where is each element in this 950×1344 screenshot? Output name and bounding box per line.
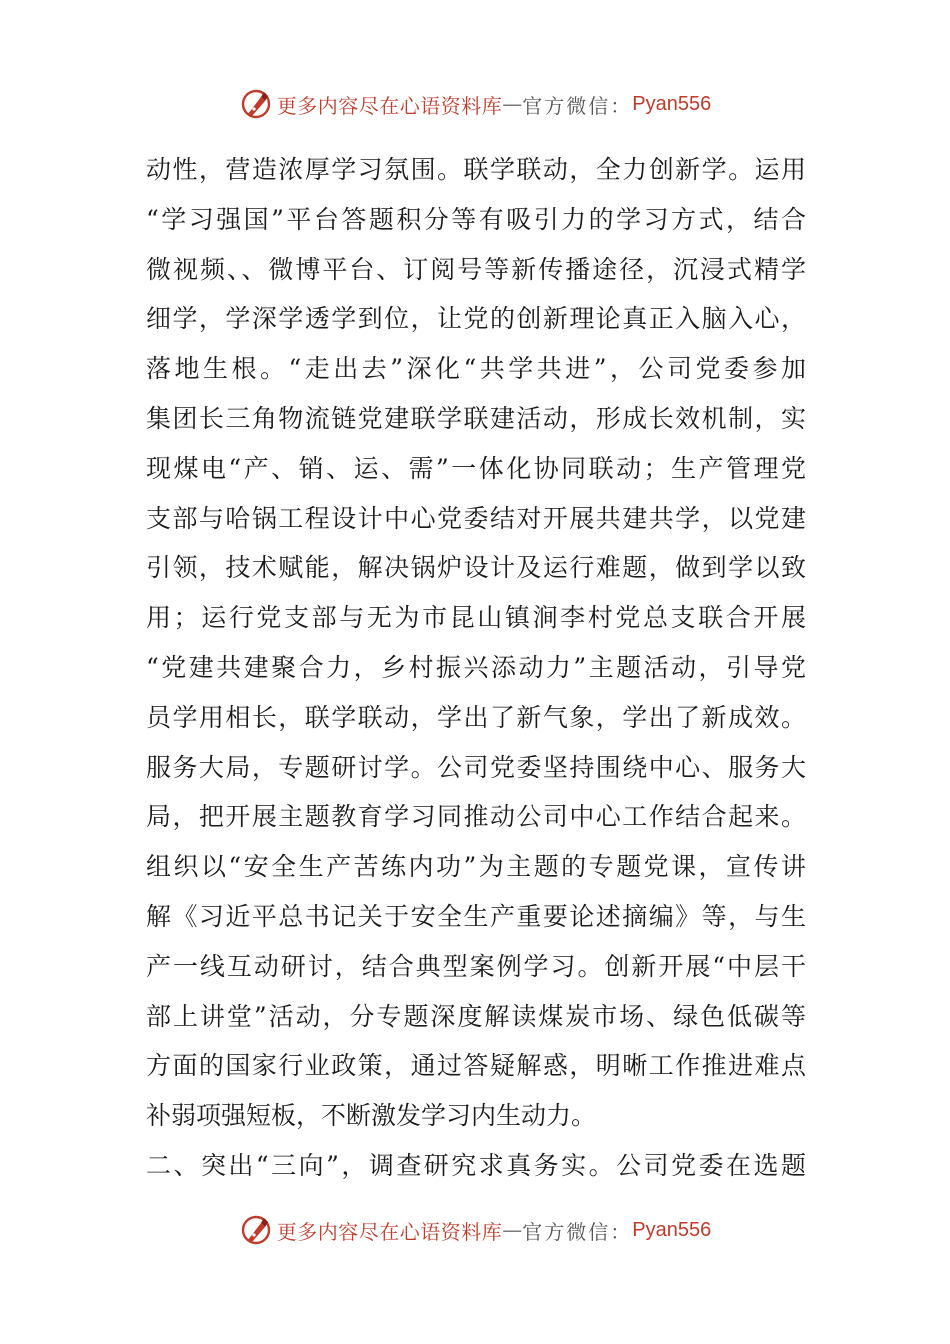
footer-wechat-label: 官方微信： — [522, 1219, 633, 1244]
pen-nib-logo-icon — [239, 1213, 273, 1247]
body-line: “党建共建聚合力，乡村振兴添动力”主题活动，引导党 — [146, 652, 806, 682]
header-banner — [0, 84, 950, 124]
footer-separator: — — [502, 1218, 523, 1242]
footer-wechat-id: Pyan556 — [632, 1218, 712, 1241]
body-line: 细学，学深学透学到位，让党的创新理论真正入脑入心， — [146, 304, 806, 334]
header-separator: — — [502, 92, 523, 116]
body-line: 产一线互动研讨，结合典型案例学习。创新开展“中层干 — [146, 951, 806, 981]
body-line: 支部与哈锅工程设计中心党委结对开展共建共学，以党建 — [146, 503, 806, 533]
pen-nib-logo-icon — [239, 87, 273, 121]
body-line: 局，把开展主题教育学习同推动公司中心工作结合起来。 — [146, 802, 806, 832]
body-line: 服务大局，专题研讨学。公司党委坚持围绕中心、服务大 — [146, 752, 806, 782]
body-line: 引领，技术赋能，解决锅炉设计及运行难题，做到学以致 — [146, 553, 806, 583]
body-line: 员学用相长，联学联动，学出了新气象，学出了新成效。 — [146, 702, 806, 732]
body-line: 微视频、、微博平台、订阅号等新传播途径，沉浸式精学 — [146, 254, 806, 284]
body-line: 用；运行党支部与无为市昆山镇涧李村党总支联合开展 — [146, 603, 806, 633]
body-line: 方面的国家行业政策，通过答疑解惑，明晰工作推进难点 — [146, 1051, 806, 1081]
body-line: 集团长三角物流链党建联学联建活动，形成长效机制，实 — [146, 403, 806, 433]
body-line: 组织以“安全生产苦练内功”为主题的专题党课，宣传讲 — [146, 852, 806, 882]
body-line: 补弱项强短板，不断激发学习内生动力。 — [146, 1101, 597, 1131]
section-heading-line: 二、突出“三向”，调查研究求真务实。公司党委在选题 — [146, 1150, 806, 1180]
body-line: “学习强国”平台答题积分等有吸引力的学习方式，结合 — [146, 204, 806, 234]
body-line: 落地生根。“走出去”深化“共学共进”，公司党委参加 — [146, 354, 806, 384]
header-wechat-id: Pyan556 — [632, 92, 712, 115]
footer-slogan: 更多内容尽在心语资料库 — [276, 1219, 503, 1244]
footer-banner — [0, 1210, 950, 1250]
document-body — [146, 145, 806, 1191]
body-line: 动性，营造浓厚学习氛围。联学联动，全力创新学。运用 — [146, 155, 806, 184]
body-line: 部上讲堂”活动，分专题深度解读煤炭市场、绿色低碳等 — [146, 1001, 806, 1031]
header-slogan: 更多内容尽在心语资料库 — [276, 93, 503, 118]
header-wechat-label: 官方微信： — [522, 93, 633, 118]
body-line: 解《习近平总书记关于安全生产重要论述摘编》等，与生 — [146, 901, 806, 931]
body-line: 现煤电“产、销、运、需”一体化协同联动；生产管理党 — [146, 453, 806, 483]
